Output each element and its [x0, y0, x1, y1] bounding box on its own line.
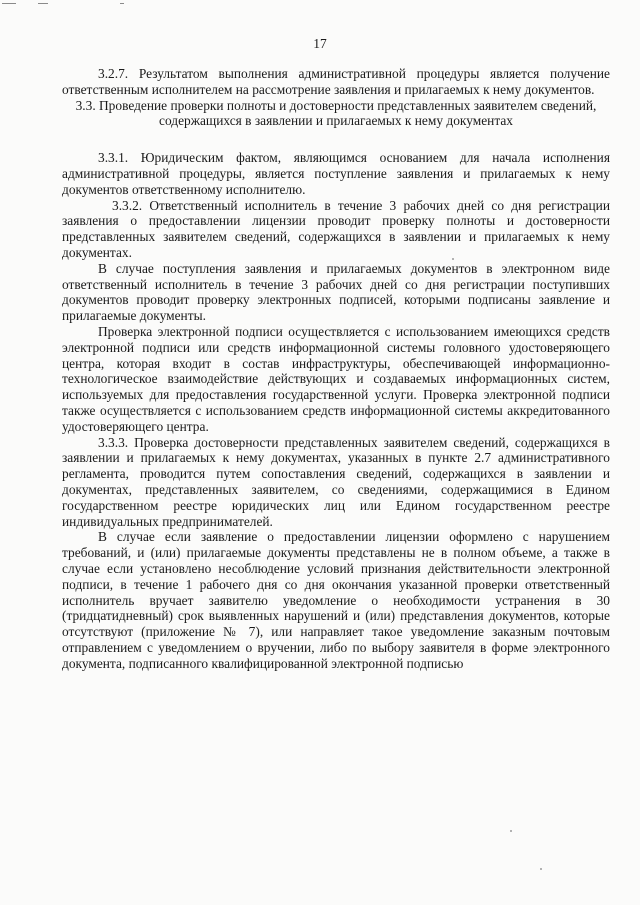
paragraph-3-2-7: 3.2.7. Результатом выполнения административной процедуры является получение ответственным исполнителем на рассмотрение заявления и прилагаемых к нему документов. — [62, 66, 610, 97]
scan-artifact — [120, 3, 124, 4]
document-body — [62, 66, 610, 671]
scan-artifact — [38, 3, 48, 4]
paragraph-signature-check: Проверка электронной подписи осуществляется с использованием имеющихся средств электронной подписи или средств информационной системы головного удостоверяющего центра, которая входит в состав инфраструктуры, обеспечивающей информационно-технологическое взаимодействие действующих и создаваемых информационных систем, используемых для предоставления государственной услуги. Проверка электронной подписи также осуществляется с использованием средств информационной системы аккредитованного удостоверяющего центра. — [62, 323, 610, 434]
paragraph-electronic-submission: В случае поступления заявления и прилагаемых документов в электронном виде ответственный исполнитель в течение 3 рабочих дней со дня регистрации поступивших документов проводит проверку электронных подписей, которыми подписаны заявление и прилагаемые документы. — [62, 260, 610, 324]
section-heading-3-3: 3.3. Проведение проверки полноты и достоверности представленных заявителем сведений, содержащихся в заявлении и прилагаемых к нему документах — [75, 97, 597, 129]
scan-artifact — [2, 3, 16, 4]
scan-speck — [540, 868, 542, 870]
scan-speck — [510, 830, 512, 832]
paragraph-3-3-2: 3.3.2. Ответственный исполнитель в течение 3 рабочих дней со дня регистрации заявления о предоставлении лицензии проводит проверку полноты и достоверности представленных заявителем сведений, содержащихся в заявлении и прилагаемых к нему документах. — [62, 197, 610, 260]
paragraph-violation-notice: В случае если заявление о предоставлении лицензии оформлено с нарушением требований, и (или) прилагаемые документы представлены не в полном объеме, а также в случае если установлено несоблюдение условий признания действительности электронной подписи, в течение 1 рабочего дня со дня окончания указанной проверки ответственный исполнитель вручает заявителю уведомление о необходимости устранения в 30 (тридцатидневный) срок выявленных нарушений и (или) представления документов, которые отсутствуют (приложение № 7), или направляет такое уведомление заказным почтовым отправлением с уведомлением о вручении, либо по выбору заявителя в форме электронного документа, подписанного квалифицированной электронной подписью — [62, 529, 610, 671]
paragraph-3-3-3: 3.3.3. Проверка достоверности представленных заявителем сведений, содержащихся в заявлении и прилагаемых к нему документах, указанных в пункте 2.7 административного регламента, проводится путем сопоставления сведений, содержащихся в заявлении и документах, представленных заявителем, со сведениями, содержащимися в Едином государственном реестре юридических лиц или Едином государственном реестре индивидуальных предпринимателей. — [62, 434, 610, 529]
page-number: 17 — [313, 36, 327, 51]
paragraph-3-3-1: 3.3.1. Юридическим фактом, являющимся основанием для начала исполнения административной процедуры, является поступление заявления и прилагаемых к нему документов ответственному исполнителю. — [62, 150, 610, 197]
